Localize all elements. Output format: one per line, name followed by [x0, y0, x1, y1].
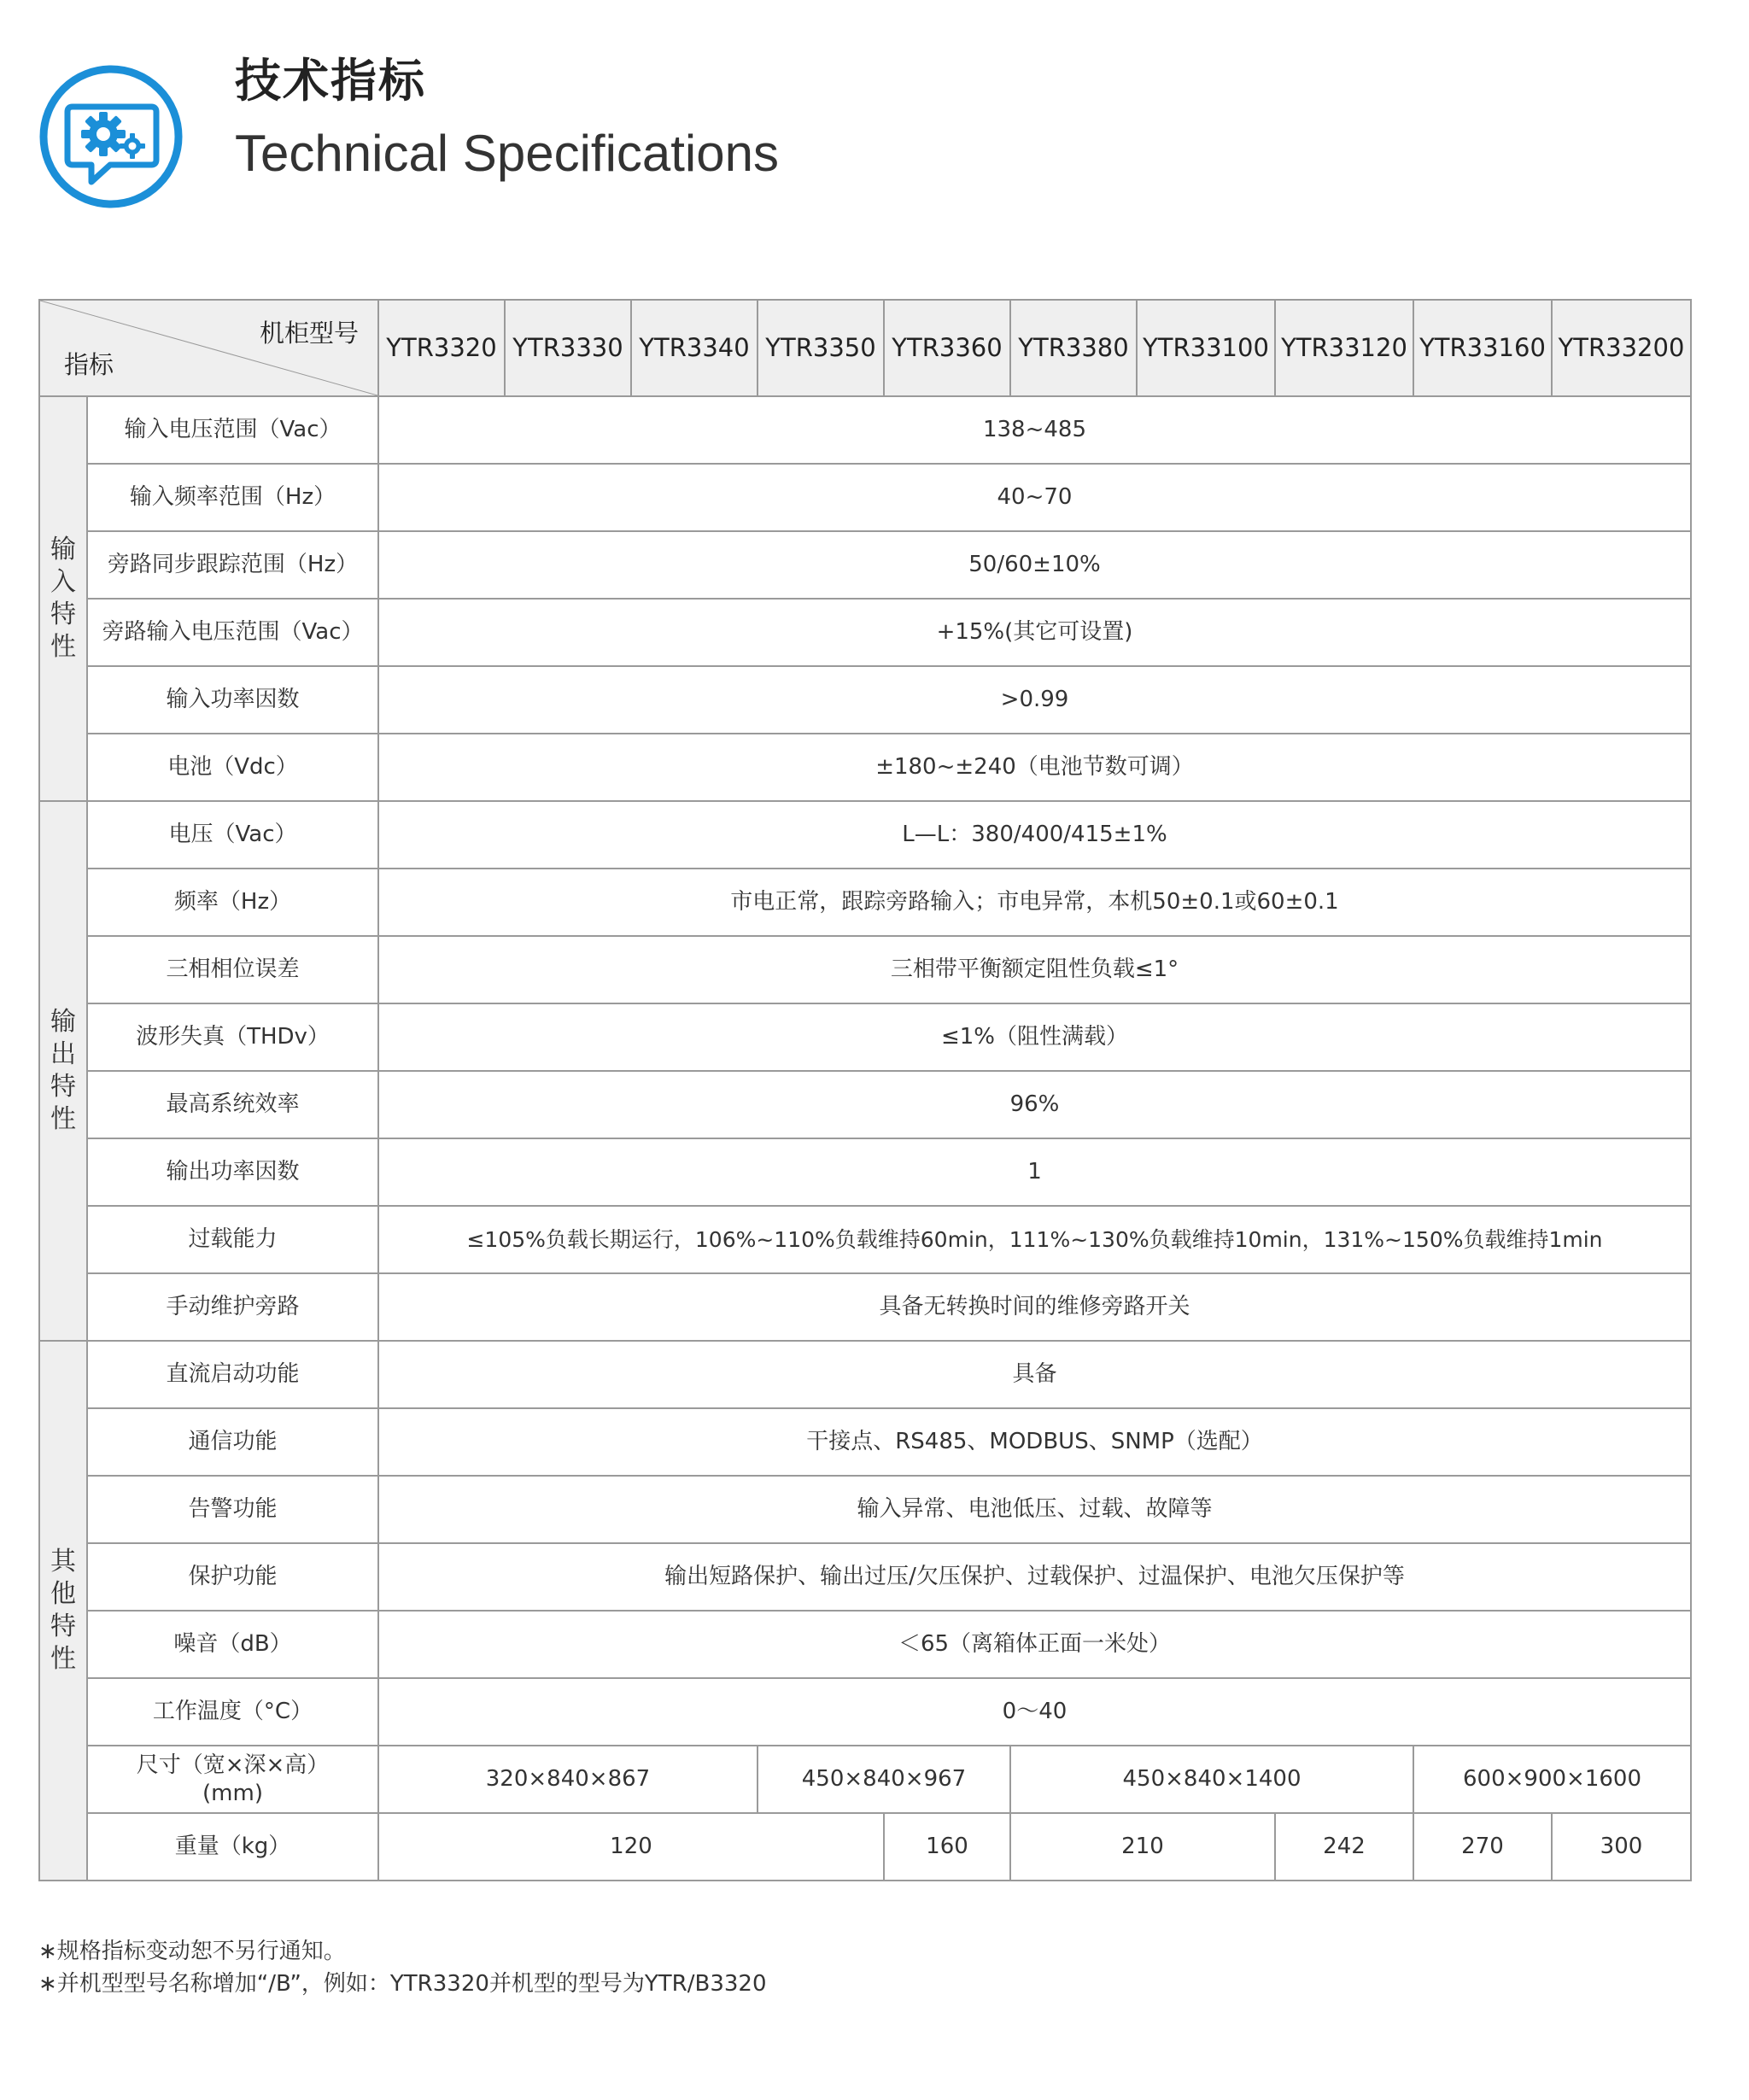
param-label: 输入功率因数	[87, 666, 378, 734]
table-row	[39, 1138, 1691, 1206]
footnote: ∗并机型型号名称增加“/B”，例如：YTR3320并机型的型号为YTR/B3320	[38, 1971, 767, 1997]
model-header: YTR33120	[1275, 300, 1413, 396]
model-header: YTR3320	[378, 300, 505, 396]
model-header: YTR33100	[1137, 300, 1275, 396]
corner-model-label: 机柜型号	[259, 319, 359, 348]
param-label: 保护功能	[87, 1543, 378, 1611]
param-label: 旁路输入电压范围（Vac）	[87, 599, 378, 666]
table-header-row	[39, 300, 1691, 396]
param-value: 50/60±10%	[378, 531, 1691, 599]
param-value: ＜65（离箱体正面一米处）	[378, 1611, 1691, 1678]
param-value: ≤105%负载长期运行，106%~110%负载维持60min，111%~130%负载维持10min，131%~150%负载维持1min	[378, 1206, 1691, 1273]
weight-value: 270	[1413, 1813, 1552, 1881]
param-label: 输出功率因数	[87, 1138, 378, 1206]
param-value: 1	[378, 1138, 1691, 1206]
param-value: 具备无转换时间的维修旁路开关	[378, 1273, 1691, 1341]
table-row	[39, 1341, 1691, 1408]
footnote: ∗规格指标变动恕不另行通知。	[38, 1939, 346, 1964]
param-value: ≤1%（阻性满载）	[378, 1003, 1691, 1071]
param-label-weight: 重量（kg）	[87, 1813, 378, 1881]
param-label: 过载能力	[87, 1206, 378, 1273]
table-row	[39, 1678, 1691, 1746]
table-row	[39, 396, 1691, 464]
param-value: 40~70	[378, 464, 1691, 531]
size-value: 450×840×1400	[1010, 1746, 1413, 1813]
param-value: 干接点、RS485、MODBUS、SNMP（选配）	[378, 1408, 1691, 1476]
param-value: 三相带平衡额定阻性负载≤1°	[378, 936, 1691, 1003]
spec-table	[38, 299, 1692, 1881]
table-corner-cell	[39, 300, 378, 396]
param-value: 市电正常，跟踪旁路输入；市电异常，本机50±0.1或60±0.1	[378, 869, 1691, 936]
param-value: 96%	[378, 1071, 1691, 1138]
table-row	[39, 464, 1691, 531]
size-label-line1: 尺寸（宽×深×高）	[136, 1752, 330, 1778]
model-header: YTR3360	[884, 300, 1010, 396]
param-value: L—L：380/400/415±1%	[378, 801, 1691, 869]
param-value: +15%(其它可设置)	[378, 599, 1691, 666]
param-label: 直流启动功能	[87, 1341, 378, 1408]
group-label-other: 其他特性	[39, 1341, 87, 1881]
table-row	[39, 1003, 1691, 1071]
param-value: >0.99	[378, 666, 1691, 734]
param-label: 三相相位误差	[87, 936, 378, 1003]
weight-value: 120	[378, 1813, 884, 1881]
param-label: 手动维护旁路	[87, 1273, 378, 1341]
param-value: 输入异常、电池低压、过载、故障等	[378, 1476, 1691, 1543]
table-row	[39, 1476, 1691, 1543]
size-label-line2: (mm)	[202, 1780, 263, 1806]
settings-gear-icon	[38, 64, 184, 209]
size-value: 320×840×867	[378, 1746, 758, 1813]
model-header: YTR3380	[1010, 300, 1137, 396]
weight-value: 300	[1552, 1813, 1691, 1881]
table-row	[39, 1206, 1691, 1273]
weight-value: 160	[884, 1813, 1010, 1881]
page-title: 技术指标	[235, 54, 426, 108]
param-label: 告警功能	[87, 1476, 378, 1543]
table-row	[39, 1071, 1691, 1138]
param-label: 工作温度（°C）	[87, 1678, 378, 1746]
group-label-output: 输出特性	[39, 801, 87, 1341]
weight-value: 210	[1010, 1813, 1275, 1881]
table-row-size	[39, 1746, 1691, 1813]
table-row	[39, 936, 1691, 1003]
corner-index-label: 指标	[64, 349, 114, 379]
param-value: 0～40	[378, 1678, 1691, 1746]
param-label: 输入频率范围（Hz）	[87, 464, 378, 531]
param-label: 电压（Vac）	[87, 801, 378, 869]
size-value: 600×900×1600	[1413, 1746, 1691, 1813]
model-header: YTR3340	[631, 300, 758, 396]
model-header: YTR33200	[1552, 300, 1691, 396]
model-header: YTR33160	[1413, 300, 1552, 396]
size-value: 450×840×967	[758, 1746, 1010, 1813]
param-label-size	[87, 1746, 378, 1813]
param-label: 最高系统效率	[87, 1071, 378, 1138]
table-row	[39, 666, 1691, 734]
table-row	[39, 734, 1691, 801]
table-row	[39, 531, 1691, 599]
model-header: YTR3350	[758, 300, 884, 396]
model-header: YTR3330	[505, 300, 631, 396]
table-row	[39, 869, 1691, 936]
param-label: 频率（Hz）	[87, 869, 378, 936]
table-row	[39, 1543, 1691, 1611]
table-row	[39, 1408, 1691, 1476]
table-row	[39, 1611, 1691, 1678]
param-label: 旁路同步跟踪范围（Hz）	[87, 531, 378, 599]
table-row	[39, 599, 1691, 666]
page-subtitle: Technical Specifications	[235, 125, 780, 182]
param-value: 具备	[378, 1341, 1691, 1408]
param-label: 电池（Vdc）	[87, 734, 378, 801]
param-label: 通信功能	[87, 1408, 378, 1476]
param-value: 输出短路保护、输出过压/欠压保护、过载保护、过温保护、电池欠压保护等	[378, 1543, 1691, 1611]
group-label-input: 输入特性	[39, 396, 87, 801]
param-label: 输入电压范围（Vac）	[87, 396, 378, 464]
param-value: 138~485	[378, 396, 1691, 464]
table-row	[39, 801, 1691, 869]
table-row	[39, 1273, 1691, 1341]
table-row-weight	[39, 1813, 1691, 1881]
weight-value: 242	[1275, 1813, 1413, 1881]
param-label: 噪音（dB）	[87, 1611, 378, 1678]
param-label: 波形失真（THDv）	[87, 1003, 378, 1071]
param-value: ±180~±240（电池节数可调）	[378, 734, 1691, 801]
